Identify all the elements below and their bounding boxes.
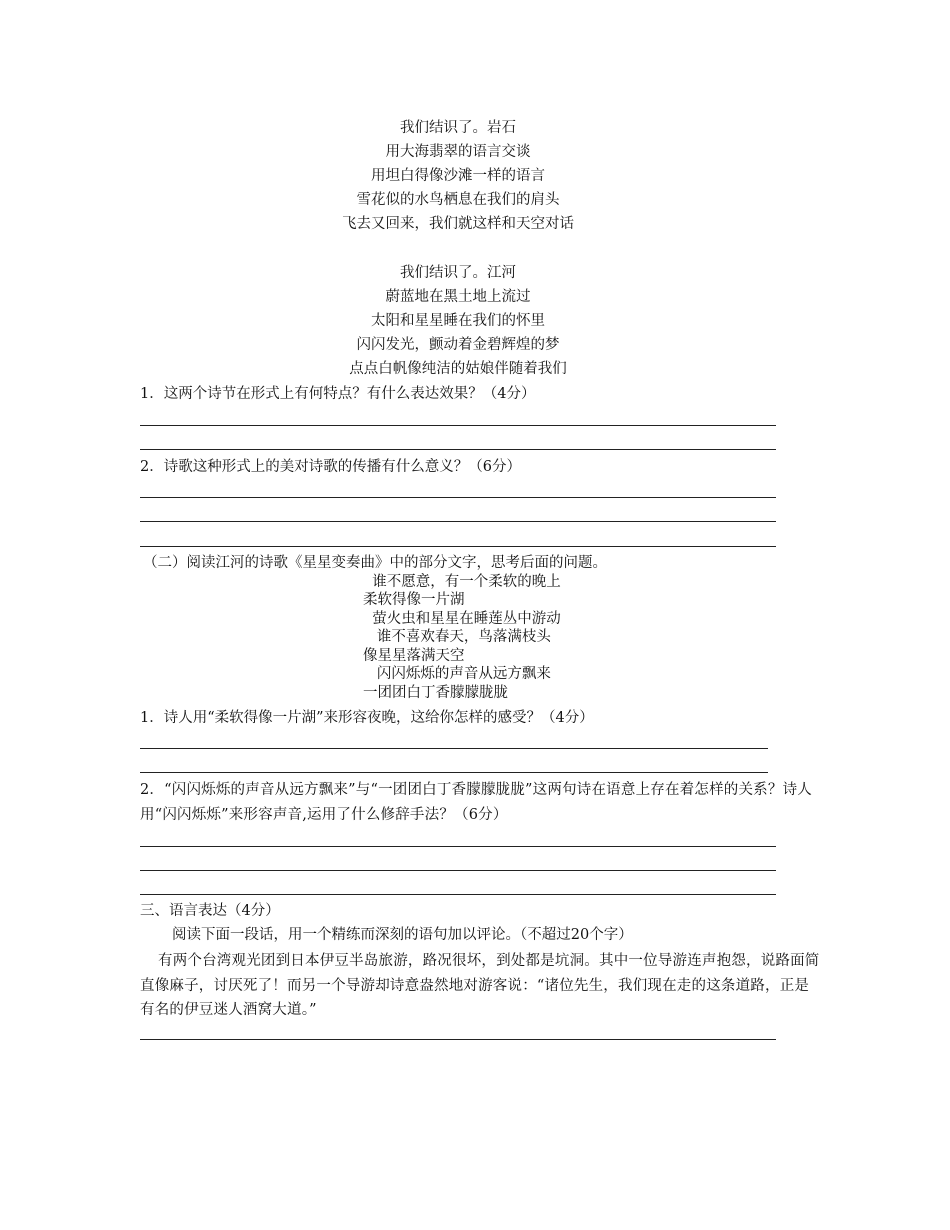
poem-line: 谁不愿意，有一个柔软的晚上 <box>363 574 561 590</box>
answer-line[interactable] <box>140 846 776 847</box>
poem-line: 一团团白丁香朦朦胧胧 <box>363 685 508 701</box>
answer-line[interactable] <box>140 1039 776 1040</box>
answer-line[interactable] <box>140 870 776 871</box>
poem-line: 雪花似的水鸟栖息在我们的肩头 <box>356 192 560 208</box>
answer-line[interactable] <box>140 425 776 426</box>
section-heading: 三、语言表达（4分） <box>140 903 280 919</box>
poem-line: 蔚蓝地在黑土地上流过 <box>385 289 531 305</box>
poem-line: 用大海翡翠的语言交谈 <box>385 144 531 160</box>
poem-line: 点点白帆像纯洁的姑娘伴随着我们 <box>349 361 567 377</box>
answer-line[interactable] <box>140 894 776 895</box>
poem-line: 闪闪烁烁的声音从远方飘来 <box>363 666 551 682</box>
answer-line[interactable] <box>140 748 768 749</box>
answer-line[interactable] <box>140 521 776 522</box>
answer-line[interactable] <box>140 449 776 450</box>
answer-line[interactable] <box>140 546 776 547</box>
poem-line: 太阳和星星睡在我们的怀里 <box>371 313 545 329</box>
poem-line: 谁不喜欢春天，鸟落满枝头 <box>363 629 551 645</box>
question-1: 1．诗人用“柔软得像一片湖”来形容夜晚，这给你怎样的感受？（4分） <box>140 710 594 726</box>
instruction-text: 阅读下面一段话，用一个精练而深刻的语句加以评论。（不超过20个字） <box>172 927 633 943</box>
poem-line: 萤火虫和星星在睡莲丛中游动 <box>363 611 561 627</box>
poem-line: 柔软得像一片湖 <box>363 592 465 608</box>
poem-line: 闪闪发光，颤动着金碧辉煌的梦 <box>356 337 560 353</box>
question-2: 2．“闪闪烁烁的声音从远方飘来”与“一团团白丁香朦朦胧胧”这两句诗在语意上存在着怎样的关系？诗人用“闪闪烁烁”来形容声音,运用了什么修辞手法？（6分） <box>140 782 812 823</box>
poem-line: 像星星落满天空 <box>363 648 465 664</box>
passage-text: 有两个台湾观光团到日本伊豆半岛旅游，路况很坏，到处都是坑洞。其中一位导游连声抱怨，说路面简直像麻子，讨厌死了！而另一个导游却诗意盎然地对游客说：“诸位先生，我们现在走的这条道路，正是有名的伊豆迷人酒窝大道。” <box>140 953 820 1018</box>
question-2: 2．诗歌这种形式上的美对诗歌的传播有什么意义？（6分） <box>140 459 521 475</box>
poem-line: 飞去又回来，我们就这样和天空对话 <box>342 216 574 232</box>
answer-line[interactable] <box>140 772 768 773</box>
poem-line: 我们结识了。江河 <box>400 265 516 281</box>
section-heading: （二）阅读江河的诗歌《星星变奏曲》中的部分文字，思考后面的问题。 <box>143 555 607 571</box>
answer-line[interactable] <box>140 497 776 498</box>
question-1: 1．这两个诗节在形式上有何特点？有什么表达效果？（4分） <box>140 386 536 402</box>
poem-line: 我们结识了。岩石 <box>400 120 516 136</box>
poem-line: 用坦白得像沙滩一样的语言 <box>371 168 545 184</box>
